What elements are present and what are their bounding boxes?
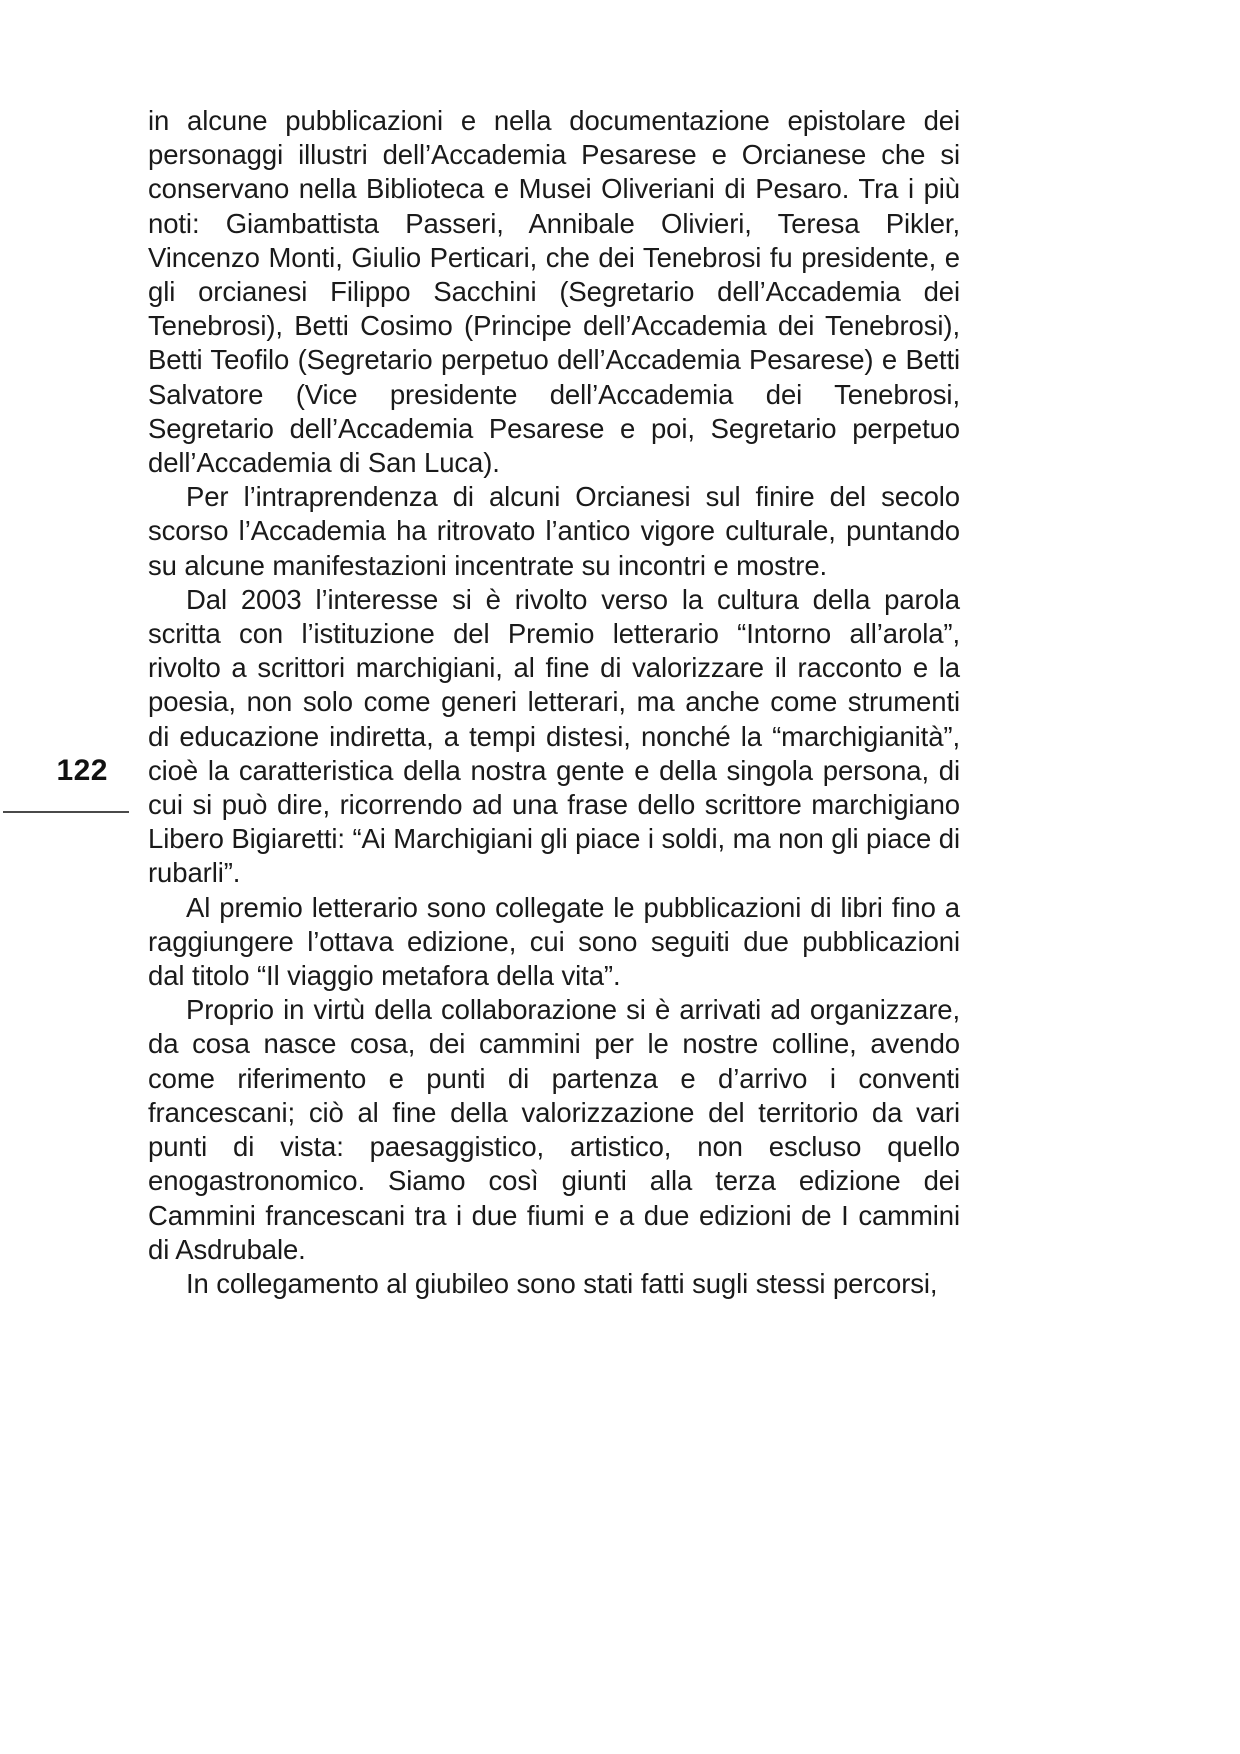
- paragraph: In collegamento al giubileo sono stati fatti sugli stessi percorsi,: [186, 1267, 938, 1299]
- paragraph: in alcune pubblicazioni e nella documentazione epistolare dei personaggi illustri dell’Accademia Pesarese e Orcianese che si conservano nella Biblioteca e Musei Oliveriani di Pesaro. Tra i più noti: Giambattista Passeri, Annibale Olivieri, Teresa Pikler, Vincenzo Monti, Giulio Perticari, che dei Tenebrosi fu presidente, e gli orcianesi Filippo Sacchini (Segretario dell’Accademia dei Tenebrosi), Betti Cosimo (Principe dell’Accademia dei Tenebrosi), Betti Teofilo (Segretario perpetuo dell’Accademia Pesarese) e Betti Salvatore (Vice presidente dell’Accademia dei Tenebrosi, Segretario dell’Accademia Pesarese e poi, Segretario perpetuo dell’Accademia di San Luca).: [148, 105, 960, 479]
- page-number: 122: [56, 754, 108, 787]
- paragraph: Dal 2003 l’interesse si è rivolto verso la cultura della parola scritta con l’istituzione del Premio letterario “Intorno all’arola”, rivolto a scrittori marchigiani, al fine di valorizzare il racconto e la poesia, non solo come generi letterari, ma anche come strumenti di educazione indiretta, a tempi distesi, nonché la “marchigianità”, cioè la caratteristica della nostra gente e della singola persona, di cui si può dire, ricorrendo ad una frase dello scrittore marchigiano Libero Bigiaretti: “Ai Marchigiani gli piace i soldi, ma non gli piace di rubarli”.: [148, 583, 960, 889]
- paragraph: Al premio letterario sono collegate le pubblicazioni di libri fino a raggiungere l’ottava edizione, cui sono seguiti due pubblicazioni dal titolo “Il viaggio metafora della vita”.: [148, 891, 960, 992]
- paragraph: Proprio in virtù della collaborazione si è arrivati ad organizzare, da cosa nasce cosa, dei cammini per le nostre colline, avendo come riferimento e punti di partenza e d’arrivo i conventi francescani; ciò al fine della valorizzazione del territorio da vari punti di vista: paesaggistico, artistico, non escluso quello enogastronomico. Siamo così giunti alla terza edizione dei Cammini francescani tra i due fiumi e a due edizioni de I cammini di Asdrubale.: [148, 994, 960, 1265]
- page-folio-block: [0, 756, 130, 813]
- body-text-column: [148, 104, 960, 1301]
- paragraph: Per l’intraprendenza di alcuni Orcianesi sul finire del secolo scorso l’Accademia ha ritrovato l’antico vigore culturale, puntando su alcune manifestazioni incentrate su incontri e mostre.: [148, 481, 960, 581]
- folio-divider-rule: [3, 811, 129, 813]
